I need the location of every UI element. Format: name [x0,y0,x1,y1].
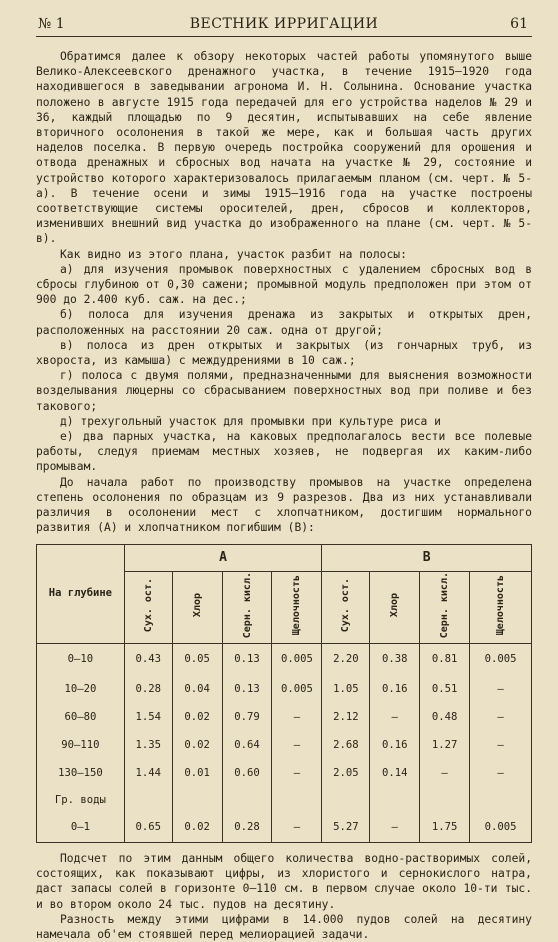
value-cell: 1.27 [420,732,470,760]
value-cell: 0.005 [272,643,322,676]
value-cell: — [370,704,420,732]
value-cell: — [370,814,420,843]
conclusion-paragraph: Разность между этими цифрами в 14.000 пудов солей на десятину намечала об'ем стоявшей перед мелиорацией задачи. [36,912,532,941]
value-cell: 0.005 [272,676,322,704]
column-header-chlorine: Хлор [389,592,401,617]
page-header [36,14,532,37]
value-cell: 0.005 [470,814,532,843]
salinity-table [36,544,532,843]
value-cell: 0.16 [370,676,420,704]
value-cell: 2.05 [322,760,370,788]
table-body [37,643,532,842]
empty-cell [172,788,222,814]
value-cell: 1.44 [124,760,172,788]
list-item: е) два парных участка, на каковых предполагалось вести все полевые работы, следуя приемам местных хозяев, не подвергая их каким-либо промывам. [36,430,532,474]
column-header-sulfuric: Серн. кисл. [241,571,253,638]
value-cell: 0.02 [172,732,222,760]
group-b-header: В [322,544,532,571]
depth-column-header: На глубине [37,544,125,643]
table-row [37,676,532,704]
groundwater-label: Гр. воды [37,788,125,814]
value-cell: 0.28 [124,676,172,704]
empty-cell [124,788,172,814]
plan-intro: Как видно из этого плана, участок разбит на полосы: [60,247,407,261]
depth-cell: 0—10 [37,643,125,676]
value-cell: — [272,814,322,843]
value-cell: — [470,704,532,732]
value-cell: 0.13 [222,643,272,676]
list-item: д) трехугольный участок для промывки при культуре риса и [60,414,441,428]
column-header-sulfuric: Серн. кисл. [439,571,451,638]
value-cell: — [272,732,322,760]
value-cell: 1.05 [322,676,370,704]
depth-cell: 90—110 [37,732,125,760]
column-header-alkalinity: Щелочность [291,574,303,635]
value-cell: — [470,760,532,788]
empty-cell [420,788,470,814]
empty-cell [470,788,532,814]
table-row [37,814,532,843]
value-cell: — [470,676,532,704]
value-cell: 0.51 [420,676,470,704]
value-cell: 0.13 [222,676,272,704]
table-row [37,704,532,732]
table-row [37,788,532,814]
value-cell: 0.02 [172,814,222,843]
issue-number: № 1 [38,16,65,32]
value-cell: 2.12 [322,704,370,732]
list-item: г) полоса с двумя полями, предназначенными для выяснения возможности возделывания люцерны со сбрасыванием поверхностных вод при поливе и без такового; [36,369,532,413]
list-item: в) полоса из дрен открытых и закрытых (из гончарных труб, из хвороста, из камыша) с междудрениями в 10 саж.; [36,338,532,368]
value-cell: — [420,760,470,788]
column-header-alkalinity: Щелочность [495,574,507,635]
empty-cell [370,788,420,814]
group-a-header: А [124,544,322,571]
value-cell: 2.68 [322,732,370,760]
value-cell: 0.64 [222,732,272,760]
value-cell: 0.01 [172,760,222,788]
page-number: 61 [510,16,528,32]
empty-cell [272,788,322,814]
value-cell: 2.20 [322,643,370,676]
depth-cell: 0—1 [37,814,125,843]
value-cell: 0.48 [420,704,470,732]
value-cell: 0.04 [172,676,222,704]
value-cell: 1.35 [124,732,172,760]
article-body [36,49,532,942]
value-cell: 0.79 [222,704,272,732]
value-cell: 0.60 [222,760,272,788]
value-cell: 0.14 [370,760,420,788]
value-cell: 0.81 [420,643,470,676]
value-cell: 0.02 [172,704,222,732]
value-cell: 0.65 [124,814,172,843]
depth-cell: 10—20 [37,676,125,704]
table-intro: До начала работ по производству промывов на участке определена степень осолонения по образцам из 9 разрезов. Два из них устанавливали различия в осолонении мест с хлопчатником, достигшим нормального развития (А) и хлопчатником погибшим (В): [36,475,532,535]
column-header-residue: Сух. ост. [142,577,154,632]
list-item: а) для изучения промывок поверхностных с удалением сбросных вод в сбросы глубиною от 0,30 сажени; промывной модуль предположен при этом от 900 до 2.400 куб. саж. на дес.; [36,262,532,307]
empty-cell [322,788,370,814]
value-cell: 0.16 [370,732,420,760]
table-row [37,643,532,676]
value-cell: 5.27 [322,814,370,843]
value-cell: 0.05 [172,643,222,676]
journal-title: ВЕСТНИК ИРРИГАЦИИ [189,16,379,32]
summary-paragraph: Подсчет по этим данным общего количества водно-растворимых солей, состоящих, как показывают цифры, из хлористого и сернокислого натра, даст запасы солей в горизонте 0—110 см. в первом случае около 10-ти тыс. и во втором около 24 тыс. пудов на десятину. [36,851,532,911]
empty-cell [222,788,272,814]
depth-cell: 60—80 [37,704,125,732]
depth-cell: 130—150 [37,760,125,788]
value-cell: 1.75 [420,814,470,843]
value-cell: — [272,704,322,732]
table-row [37,732,532,760]
value-cell: 0.38 [370,643,420,676]
list-item: б) полоса для изучения дренажа из закрытых и открытых дрен, расположенных на расстоянии 20 саж. одна от другой; [36,308,532,337]
value-cell: 0.28 [222,814,272,843]
intro-paragraph: Обратимся далее к обзору некоторых частей работы упомянутого выше Велико-Алексеевского дренажного участка, в течение 1915—1920 года находившегося в заведывании агронома И. Н. Солынина. Основание участка положено в августе 1915 года передачей для его устройства наделов № 29 и 36, каждый площадью по 9 десятин, испытывавших на себе явление вторичного осолонения в такой же мере, как и большая часть других наделов поселка. В первую очередь постройка сооружений для орошения и отвода дренажных и сбросных вод начата на участке № 29, состояние и устройство которого характеризовалось прилагаемым планом (см. черт. № 5-а). В течение осени и зимы 1915—1916 года на участке построены соответствующие системы оросителей, дрен, сбросов и коллекторов, изменивших внешний вид участка до изображенного на плане (см. черт. № 5-в). [36,50,532,246]
value-cell: — [272,760,322,788]
table-row [37,760,532,788]
value-cell: — [470,732,532,760]
value-cell: 0.005 [470,643,532,676]
value-cell: 1.54 [124,704,172,732]
value-cell: 0.43 [124,643,172,676]
column-header-residue: Сух. ост. [340,577,352,632]
column-header-chlorine: Хлор [191,592,203,617]
